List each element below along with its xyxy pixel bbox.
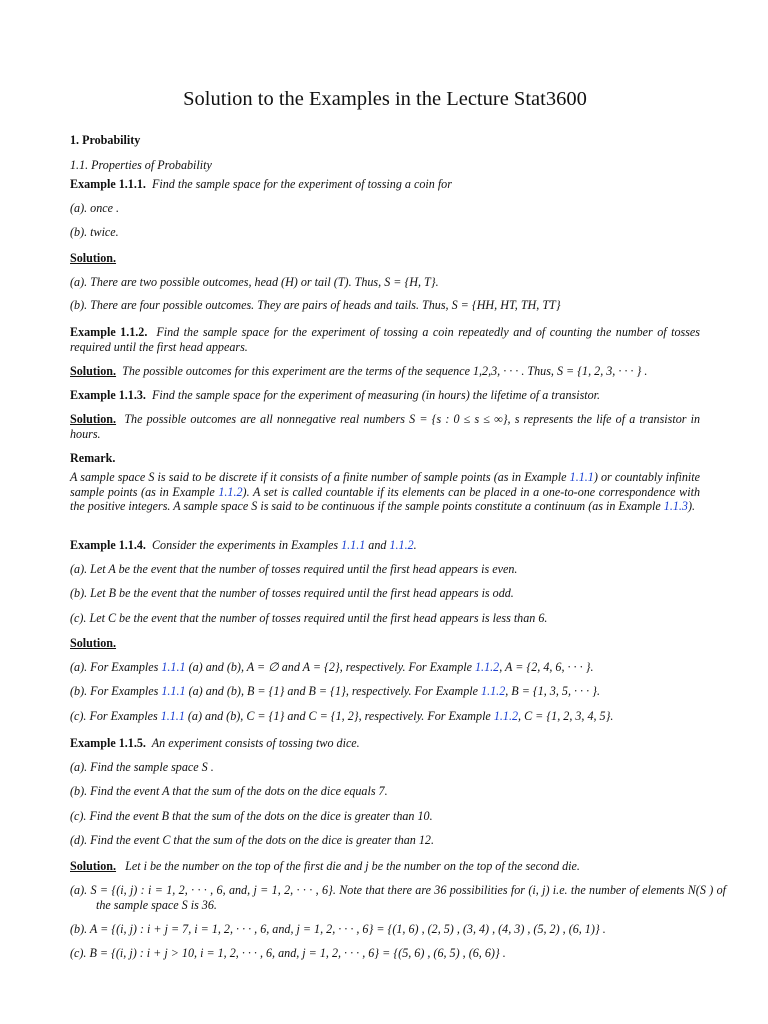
solution-1-1-4-c — [70, 709, 700, 724]
solution-1-1-2 — [70, 364, 700, 379]
solution-word: Solution. — [70, 636, 117, 650]
solution-word: Solution. — [70, 412, 117, 426]
solution-1-1-3 — [70, 412, 700, 441]
section-heading: 1. Probability — [70, 133, 141, 147]
example-1-1-5-d: (d). Find the event C that the sum of the dots on the dice is greater than 12. — [70, 833, 434, 847]
ref-link[interactable]: 1.1.2 — [218, 484, 243, 499]
example-1-1-3 — [70, 388, 700, 403]
example-1-1-5-c: (c). Find the event B that the sum of the dots on the dice is greater than 10. — [70, 809, 433, 823]
example-text: Find the sample space for the experiment of tossing a coin repeatedly and of counting the number of tosses required until the first head appears. — [70, 325, 701, 354]
remark-part: ). — [687, 499, 696, 513]
remark-part: ) or countably infinite sample points (as in Example — [70, 470, 700, 499]
example-text: . — [413, 538, 417, 552]
ref-link[interactable]: 1.1.1 — [161, 660, 186, 674]
remark-label: Remark. — [70, 451, 116, 465]
solution-text: The possible outcomes are all nonnegative real numbers S = {s : 0 ≤ s ≤ ∞}, s represents the life of a transistor in hours. — [70, 412, 700, 441]
page-title: Solution to the Examples in the Lecture Stat3600 — [183, 88, 587, 110]
solution-1-1-1-a: (a). There are two possible outcomes, head (H) or tail (T). Thus, S = {H, T}. — [70, 275, 439, 289]
solution-1-1-5-intro — [70, 859, 700, 874]
example-1-1-4-a: (a). Let A be the event that the number of tosses required until the first head appears is even. — [70, 562, 518, 576]
example-1-1-1 — [70, 177, 700, 192]
example-1-1-1-b: (b). twice. — [70, 225, 119, 239]
solution-word: Solution. — [70, 859, 117, 873]
solution-part: (b). For Examples — [70, 684, 162, 698]
example-label: Example 1.1.5. — [70, 736, 146, 750]
solution-word: Solution. — [70, 364, 117, 378]
ref-link[interactable]: 1.1.3 — [663, 499, 688, 513]
ref-link[interactable]: 1.1.2 — [481, 684, 506, 698]
solution-label — [70, 251, 700, 266]
remark-part: A sample space S is said to be discrete if it consists of a finite number of sample points (as in Example — [70, 470, 570, 484]
ref-link[interactable]: 1.1.1 — [161, 684, 186, 698]
solution-1-1-5-b: (b). A = {(i, j) : i + j = 7, i = 1, 2, · · · , 6, and, j = 1, 2, · · · , 6} = {(1, 6) , (2, 5) , (3, 4) , (4, 3) , (5, 2) , (6, 1)} . — [70, 922, 606, 936]
example-text: An experiment consists of tossing two dice. — [151, 736, 360, 750]
example-text: Consider the experiments in Examples — [151, 538, 342, 552]
solution-part: , A = {2, 4, 6, · · · }. — [499, 660, 594, 674]
example-1-1-4-c: (c). Let C be the event that the number of tosses required until the first head appears is less than 6. — [70, 611, 548, 625]
example-label: Example 1.1.1. — [70, 177, 146, 191]
ref-link[interactable]: 1.1.2 — [493, 709, 519, 723]
solution-part: (a) and (b), C = {1} and C = {1, 2}, respectively. For Example — [184, 709, 494, 723]
example-1-1-2 — [70, 325, 700, 354]
solution-part: (a). For Examples — [70, 660, 162, 674]
solution-1-1-4-b — [70, 684, 700, 699]
example-1-1-4 — [70, 538, 700, 553]
example-1-1-1-a: (a). once . — [70, 201, 120, 215]
example-label: Example 1.1.2. — [70, 325, 148, 339]
solution-part: , C = {1, 2, 3, 4, 5}. — [518, 709, 614, 723]
solution-word: Solution. — [70, 251, 117, 265]
solution-1-1-4-a — [70, 660, 700, 675]
remark-text — [70, 470, 700, 514]
example-1-1-5 — [70, 736, 700, 751]
ref-link[interactable]: 1.1.1 — [341, 538, 366, 552]
ref-link[interactable]: 1.1.1 — [569, 470, 594, 484]
solution-1-1-5-a: (a). S = {(i, j) : i = 1, 2, · · · , 6, and, j = 1, 2, · · · , 6}. Note that there are 36 possibilities for (i, j) i.e. the number of elements N(S ) of the sample space S is 36. — [70, 883, 726, 912]
solution-part: (c). For Examples — [70, 709, 161, 723]
solution-part: , B = {1, 3, 5, · · · }. — [505, 684, 600, 698]
solution-part: (a) and (b), A = ∅ and A = {2}, respectively. For Example — [185, 660, 475, 674]
ref-link[interactable]: 1.1.2 — [475, 660, 500, 674]
example-1-1-5-b: (b). Find the event A that the sum of the dots on the dice equals 7. — [70, 784, 388, 798]
example-text: Find the sample space for the experiment of tossing a coin for — [151, 177, 452, 191]
example-text: Find the sample space for the experiment of measuring (in hours) the lifetime of a transistor. — [151, 388, 601, 402]
solution-text: The possible outcomes for this experiment are the terms of the sequence 1,2,3, · · · . Thus, S = {1, 2, 3, · · · } . — [122, 364, 648, 378]
subsection-heading: 1.1. Properties of Probability — [70, 158, 212, 172]
solution-part: (a) and (b), B = {1} and B = {1}, respectively. For Example — [185, 684, 482, 698]
example-label: Example 1.1.3. — [70, 388, 146, 402]
example-label: Example 1.1.4. — [70, 538, 146, 552]
example-1-1-4-b: (b). Let B be the event that the number of tosses required until the first head appears is odd. — [70, 586, 514, 600]
solution-1-1-5-c: (c). B = {(i, j) : i + j > 10, i = 1, 2, · · · , 6, and, j = 1, 2, · · · , 6} = {(5, 6) , (6, 5) , (6, 6)} . — [70, 946, 506, 960]
example-1-1-5-a: (a). Find the sample space S . — [70, 760, 214, 774]
ref-link[interactable]: 1.1.2 — [389, 538, 414, 552]
solution-label — [70, 636, 700, 651]
ref-link[interactable]: 1.1.1 — [160, 709, 185, 723]
remark-part: ). A set is called countable if its elements can be placed in a one-to-one correspondence with the positive integers. A sample space S is said to be continuous if the sample points constitute a continuum (as in Example — [70, 484, 700, 513]
solution-1-1-1-b: (b). There are four possible outcomes. They are pairs of heads and tails. Thus, S = {HH, HT, TH, TT} — [70, 298, 561, 312]
example-text: and — [365, 538, 390, 552]
solution-text: Let i be the number on the top of the first die and j be the number on the top of the second die. — [125, 859, 580, 873]
